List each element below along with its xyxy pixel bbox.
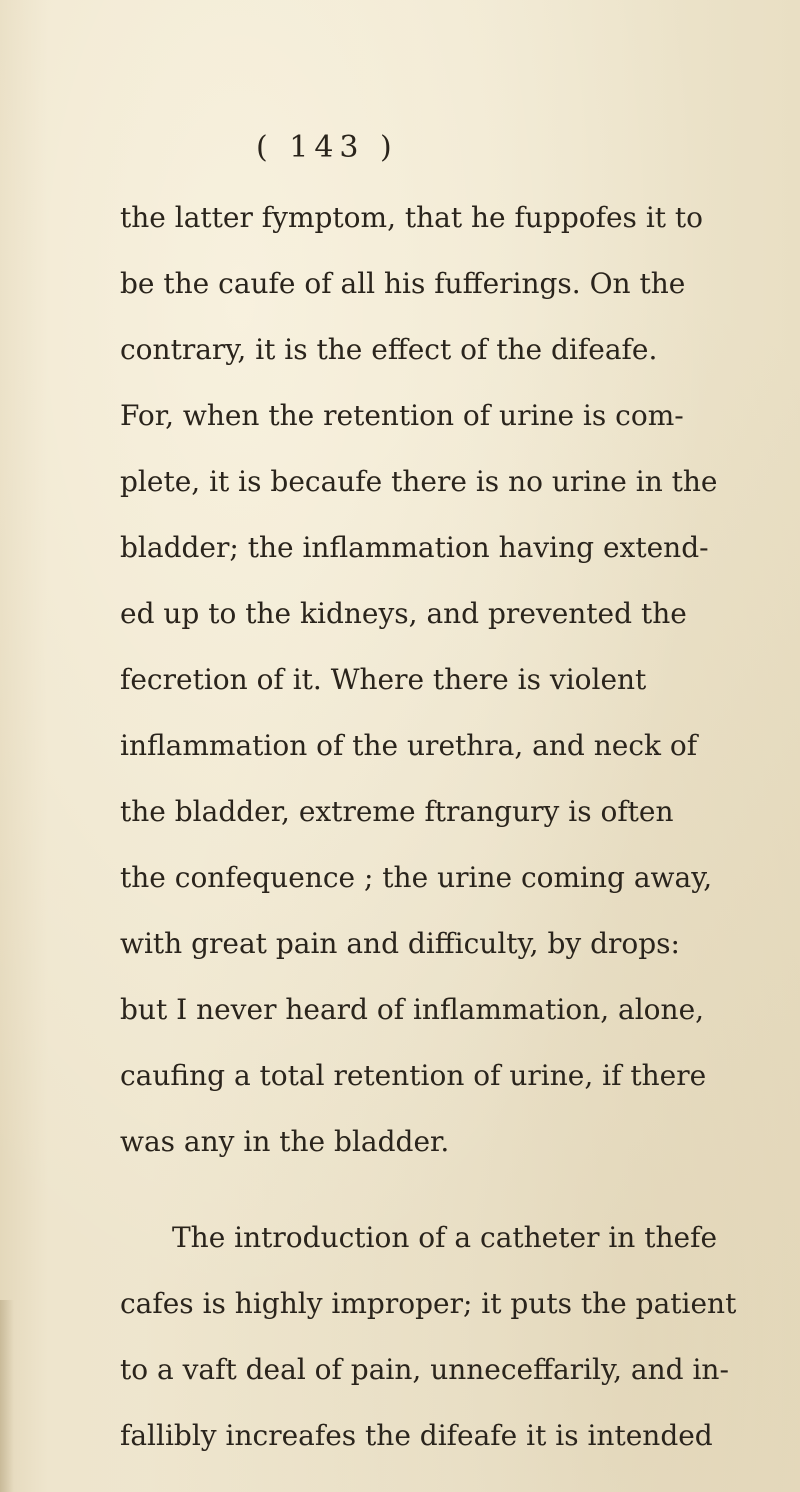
text-line: fallibly increafes the difeafe it is intended (120, 1419, 713, 1452)
text-line: to a vaft deal of pain, unneceffarily, and in- (120, 1353, 729, 1386)
text-line: ed up to the kidneys, and prevented the (120, 597, 687, 630)
text-line: be the caufe of all his fufferings. On the (120, 267, 686, 300)
text-line: the latter fymptom, that he fuppofes it to (120, 201, 704, 234)
text-line: fecretion of it. Where there is violent (120, 663, 647, 696)
text-line: inflammation of the urethra, and neck of (120, 729, 698, 762)
text-line: caufing a total retention of urine, if there (120, 1059, 707, 1092)
text-line: contrary, it is the effect of the difeafe. (120, 333, 658, 366)
text-line: the confequence ; the urine coming away, (120, 861, 713, 894)
text-line: The introduction of a catheter in thefe (172, 1221, 718, 1254)
text-line: with great pain and difficulty, by drops: (120, 927, 680, 960)
text-line: plete, it is becaufe there is no urine in the (120, 465, 718, 498)
text-line: For, when the retention of urine is com- (120, 399, 684, 432)
text-line: cafes is highly improper; it puts the patient (120, 1287, 737, 1320)
text-line: bladder; the inflammation having extend- (120, 531, 709, 564)
page-number: ( 143 ) (256, 130, 398, 165)
text-line: the bladder, extreme ftrangury is often (120, 795, 674, 828)
text-line: but I never heard of inflammation, alone, (120, 993, 705, 1026)
page-gutter-shadow (0, 1300, 14, 1492)
text-line: was any in the bladder. (120, 1125, 450, 1158)
